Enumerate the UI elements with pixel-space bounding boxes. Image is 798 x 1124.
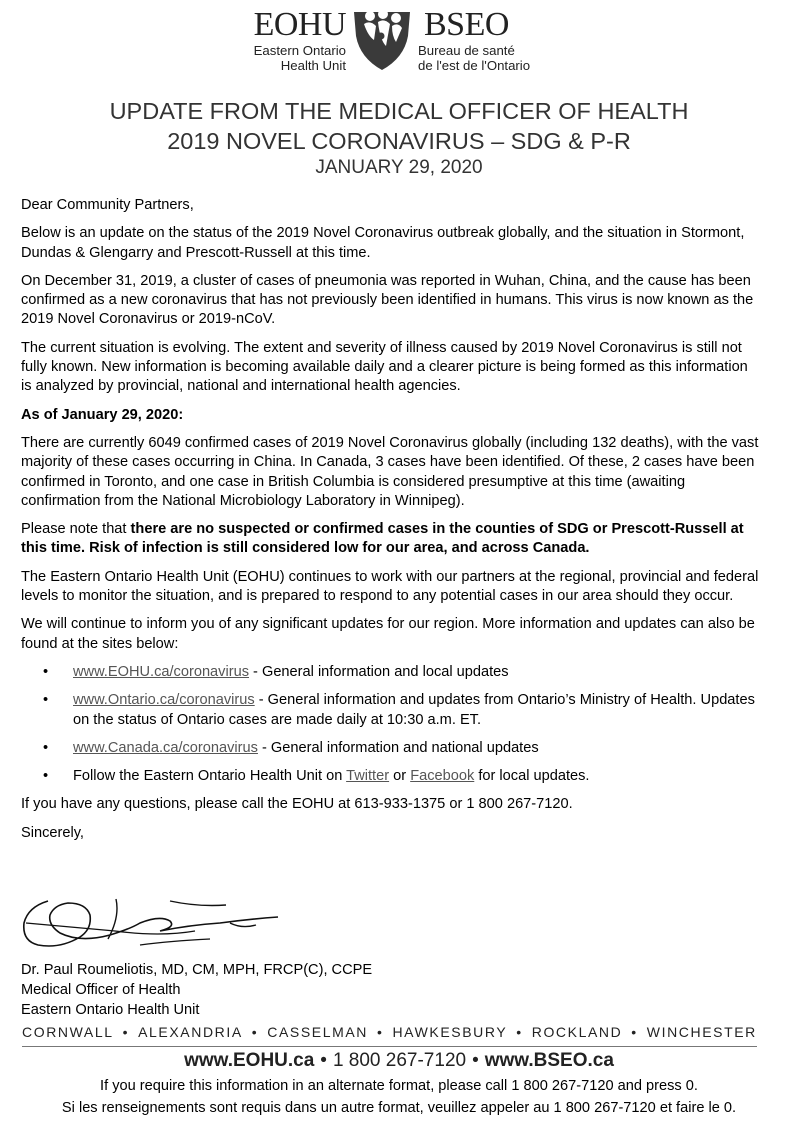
- section-heading-as-of: As of January 29, 2020:: [21, 406, 184, 423]
- handwritten-signature: [20, 893, 285, 953]
- alternate-format-french: Si les renseignements sont requis dans un autre format, veuillez appeler au 1 800 267-7120 et faire le 0.: [61, 1100, 737, 1116]
- list-item: • www.Ontario.ca/coronavirus - General information and updates from Ontario’s Ministry of Health. Updates on the status of Ontario cases are made daily at 10:30 a.m. ET.: [43, 692, 755, 728]
- ontario-coronavirus-link[interactable]: www.Ontario.ca/coronavirus: [73, 692, 255, 709]
- eohu-website[interactable]: www.EOHU.ca: [184, 1050, 315, 1071]
- paragraph-intro: Below is an update on the status of the 2019 Novel Coronavirus outbreak globally, and the situation in Stormont, Dundas & Glengarry and Prescott-Russell at this time.: [21, 225, 745, 261]
- greeting: Dear Community Partners,: [21, 197, 194, 213]
- organization-logo: [0, 6, 798, 76]
- signer-name: Dr. Paul Roumeliotis, MD, CM, MPH, FRCP(C), CCPE: [21, 962, 373, 978]
- signer-organization: Eastern Ontario Health Unit: [21, 1002, 200, 1018]
- signature-block: [21, 960, 372, 1020]
- paragraph-background: On December 31, 2019, a cluster of cases of pneumonia was reported in Wuhan, China, and the cause has been confirmed as a new coronavirus that has not previously been identified in humans. This virus is now known as the 2019 Novel Coronavirus or 2019-nCoV.: [21, 272, 754, 328]
- office-locations: CORNWALL • ALEXANDRIA • CASSELMAN • HAWKESBURY • ROCKLAND • WINCHESTER: [22, 1024, 757, 1040]
- list-item: • Follow the Eastern Ontario Health Unit on Twitter or Facebook for local updates.: [43, 768, 590, 785]
- document-date: JANUARY 29, 2020: [315, 157, 483, 178]
- document-subtitle: 2019 NOVEL CORONAVIRUS – SDG & P-R: [167, 128, 631, 154]
- logo-name-french: Bureau de santé de l'est de l'Ontario: [418, 43, 531, 73]
- family-shield-icon: [350, 6, 414, 72]
- eohu-coronavirus-link[interactable]: www.EOHU.ca/coronavirus: [73, 663, 249, 680]
- logo-abbr-bseo: BSEO: [424, 6, 509, 43]
- town-label: HAWKESBURY: [392, 1024, 508, 1040]
- footer-contact: www.EOHU.ca • 1 800 267-7120 • www.BSEO.ca: [184, 1050, 614, 1071]
- paragraph-more-info: We will continue to inform you of any significant updates for our region. More information and updates can also be found at the sites below:: [21, 616, 755, 652]
- town-label: CORNWALL: [22, 1024, 114, 1040]
- alternate-format-english: If you require this information in an alternate format, please call 1 800 267-7120 and press 0.: [100, 1078, 698, 1094]
- town-label: ALEXANDRIA: [138, 1024, 243, 1040]
- canada-coronavirus-link[interactable]: www.Canada.ca/coronavirus: [73, 739, 258, 756]
- footer-divider: [22, 1046, 757, 1047]
- paragraph-eohu-response: The Eastern Ontario Health Unit (EOHU) continues to work with our partners at the regional, provincial and federal levels to monitor the situation, and is prepared to respond to any potential cases in our area should they occur.: [21, 568, 759, 605]
- bseo-website[interactable]: www.BSEO.ca: [484, 1050, 614, 1071]
- phone-number: 1 800 267-7120: [332, 1050, 467, 1071]
- signer-role: Medical Officer of Health: [21, 982, 181, 998]
- resource-list: [21, 663, 761, 786]
- document-title: UPDATE FROM THE MEDICAL OFFICER OF HEALTH: [109, 98, 689, 124]
- twitter-link[interactable]: Twitter: [346, 768, 390, 785]
- closing: Sincerely,: [21, 824, 84, 841]
- list-item: • www.EOHU.ca/coronavirus - General information and local updates: [43, 663, 509, 680]
- town-label: ROCKLAND: [531, 1024, 623, 1040]
- list-item: • www.Canada.ca/coronavirus - General information and national updates: [43, 739, 539, 756]
- logo-abbr-eohu: EOHU: [253, 6, 346, 43]
- logo-name-english: Eastern Ontario Health Unit: [253, 43, 346, 73]
- letter-body: [21, 196, 761, 852]
- paragraph-questions: If you have any questions, please call the EOHU at 613-933-1375 or 1 800 267-7120.: [21, 796, 573, 813]
- facebook-link[interactable]: Facebook: [410, 768, 475, 785]
- paragraph-case-counts: There are currently 6049 confirmed cases of 2019 Novel Coronavirus globally (including 132 deaths), with the vast majority of these cases occurring in China. In Canada, 3 cases have been identified. Of these, 2 cases have been confirmed in Toronto, and one case in British Columbia is considered presumptive at this time (awaiting confirmation from the National Microbiology Laboratory in Winnipeg).: [21, 434, 759, 509]
- town-label: WINCHESTER: [646, 1024, 757, 1040]
- paragraph-local-status: Please note that there are no suspected or confirmed cases in the counties of SDG or Prescott-Russell at this time. Risk of infection is still considered low for our area, and across Canada.: [21, 521, 744, 557]
- paragraph-situation: The current situation is evolving. The extent and severity of illness caused by 2019 Novel Coronavirus is still not fully known. New information is becoming available daily and a clearer picture is being formed as this information is analyzed by provincial, national and international health agencies.: [21, 339, 748, 395]
- town-label: CASSELMAN: [267, 1024, 369, 1040]
